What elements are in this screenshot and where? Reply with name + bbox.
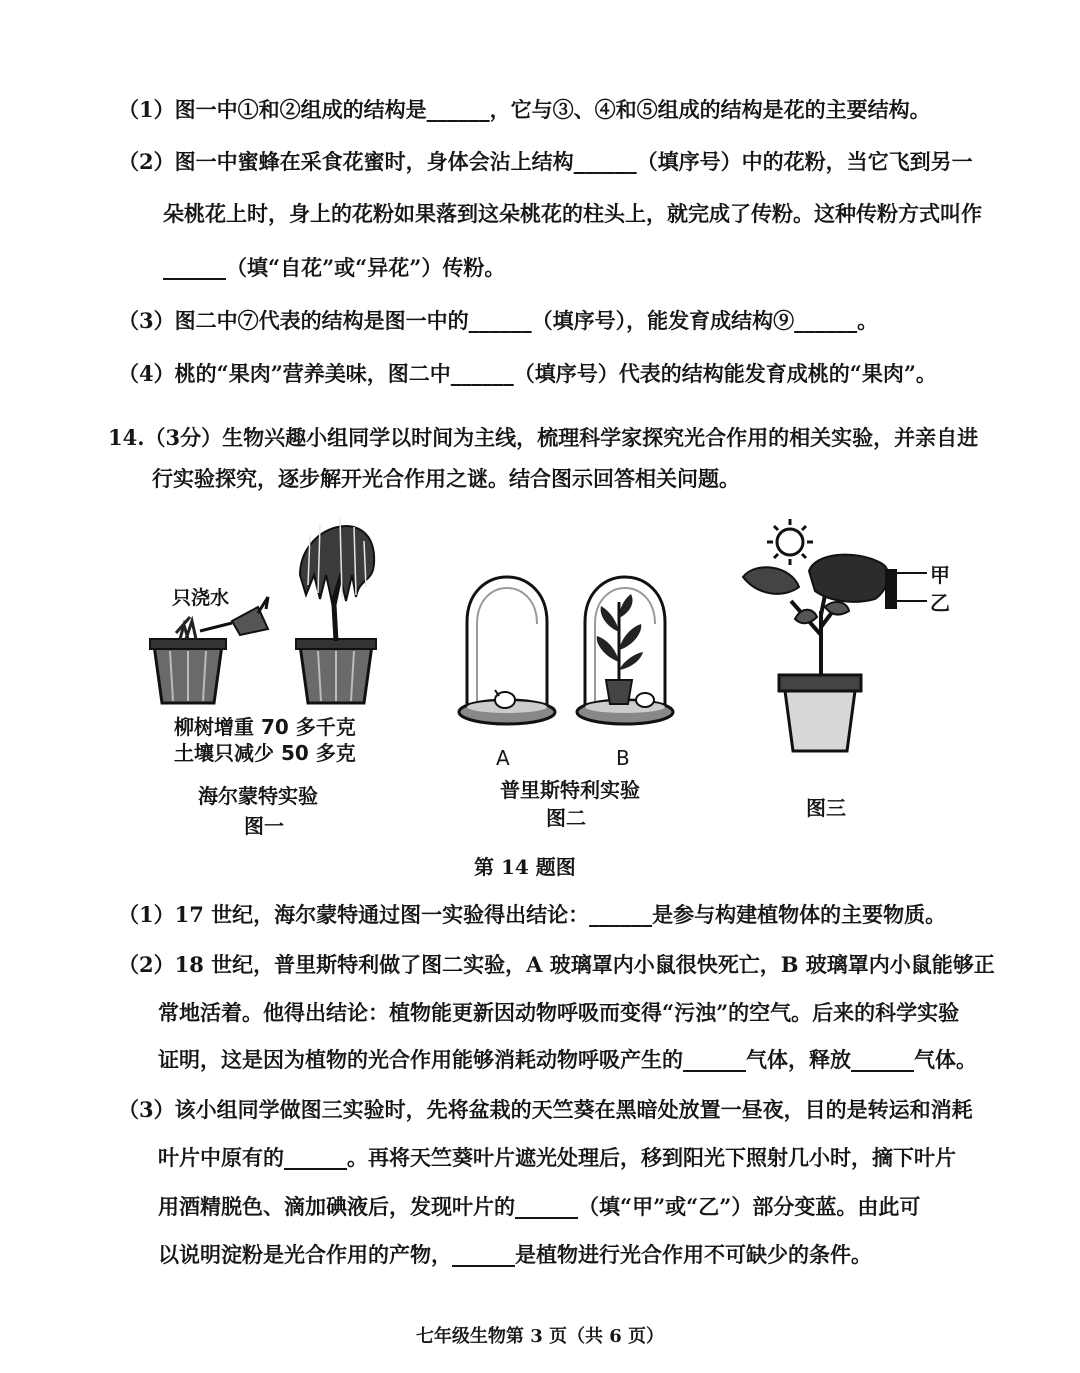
fig3-label-jia: 甲 [930,563,950,587]
q14-part1: （1）17 世纪，海尔蒙特通过图一实验得出结论：______是参与构建植物体的主要物质。 [118,902,947,927]
page-footer: 七年级生物第 3 页（共 6 页） [415,1326,665,1347]
fig2-label-a: A [496,746,510,770]
q14-stem-line2: 行实验探究，逐步解开光合作用之谜。结合图示回答相关问题。 [152,466,740,491]
fig1-note-line2: 土壤只减少 50 多克 [174,741,356,765]
q13-part1: （1）图一中①和②组成的结构是______，它与③、④和⑤组成的结构是花的主要结构。 [118,97,931,122]
q14-part2-line1: （2）18 世纪，普里斯特利做了图二实验，A 玻璃罩内小鼠很快死亡，B 玻璃罩内小鼠能够正 [118,952,995,977]
q14-part2-line2: 常地活着。他得出结论：植物能更新因动物呼吸而变得“污浊”的空气。后来的科学实验 [158,1000,960,1025]
q13-part2-line1: （2）图一中蜜蜂在采食花蜜时，身体会沾上结构______（填序号）中的花粉，当它飞到另一 [118,149,973,174]
q14-part3-line2: 叶片中原有的______。再将天竺葵叶片遮光处理后，移到阳光下照射几小时，摘下叶片 [158,1145,956,1170]
q14-part2-line3: 证明，这是因为植物的光合作用能够消耗动物呼吸产生的______气体，释放______气体。 [158,1047,977,1072]
q13-part2-line3: ______（填“自花”或“异花”）传粉。 [163,255,506,280]
fig2-label: 图二 [546,806,586,830]
q14-part3-line4: 以说明淀粉是光合作用的产物，______是植物进行光合作用不可缺少的条件。 [158,1242,872,1267]
fig2-illustration [455,562,680,747]
fig3-label-yi: 乙 [930,591,950,615]
fig2-title: 普里斯特利实验 [500,778,640,802]
q13-part4: （4）桃的“果肉”营养美味，图二中______（填序号）代表的结构能发育成桃的“果肉”。 [118,361,937,386]
figure-caption: 第 14 题图 [474,855,576,879]
q13-part3: （3）图二中⑦代表的结构是图一中的______（填序号），能发育成结构⑨______。 [118,308,879,333]
q14-stem-line1: 14.（3分）生物兴趣小组同学以时间为主线，梳理科学家探究光合作用的相关实验，并亲自进 [108,425,979,450]
fig3-illustration [735,515,935,760]
fig1-label: 图一 [244,814,284,838]
fig1-note-line1: 柳树增重 70 多千克 [174,715,356,739]
fig2-label-b: B [616,746,630,770]
fig3-label: 图三 [806,796,846,820]
fig1-water-label: 只浇水 [172,587,230,609]
q13-part2-line2: 朵桃花上时，身上的花粉如果落到这朵桃花的柱头上，就完成了传粉。这种传粉方式叫作 [163,201,982,226]
q14-part3-line3: 用酒精脱色、滴加碘液后，发现叶片的______（填“甲”或“乙”）部分变蓝。由此可 [158,1194,921,1219]
fig1-title: 海尔蒙特实验 [198,784,318,808]
q14-part3-line1: （3）该小组同学做图三实验时，先将盆栽的天竺葵在黑暗处放置一昼夜，目的是转运和消耗 [118,1097,973,1122]
